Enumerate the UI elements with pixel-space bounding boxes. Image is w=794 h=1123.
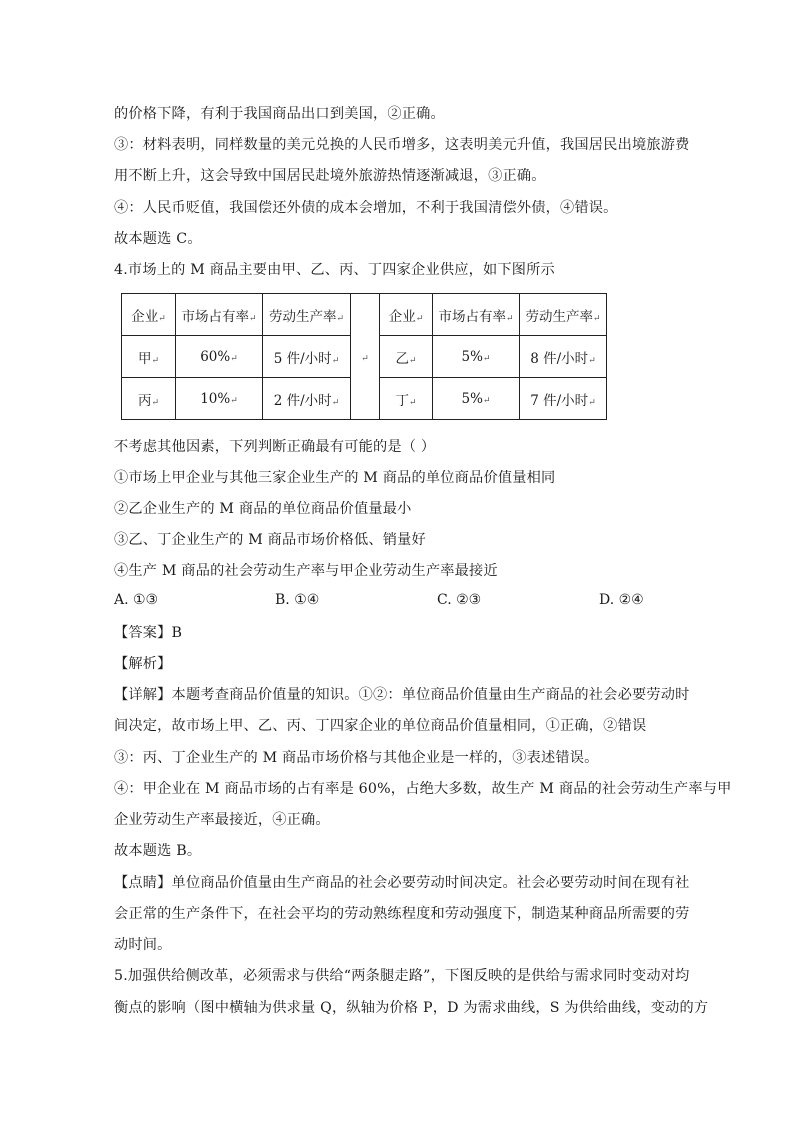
- text-line: 【点睛】单位商品价值量由生产商品的社会必要劳动时间决定。社会必要劳动时间在现有社: [114, 875, 690, 891]
- paragraph-mark: ↵: [151, 355, 160, 366]
- statement-2: ②乙企业生产的 M 商品的单位商品价值量最小: [114, 501, 412, 517]
- paragraph-mark: ↵: [248, 313, 257, 324]
- table-row: [122, 294, 607, 336]
- table-header-cell: 市场占有率: [181, 308, 249, 325]
- paragraph-mark: ↵: [408, 355, 417, 366]
- text-line: ③：丙、丁企业生产的 M 商品市场价格与其他企业是一样的，③表述错误。: [114, 750, 599, 766]
- option-b: B. ①④: [275, 592, 320, 608]
- text-line: 企业劳动生产率最接近，④正确。: [114, 812, 330, 828]
- text-line: 的价格下降，有利于我国商品出口到美国，②正确。: [114, 106, 445, 122]
- paragraph-mark: ↵: [588, 397, 596, 408]
- paragraph-mark: ↵: [336, 313, 345, 324]
- table-cell: 丁: [395, 392, 409, 409]
- text-line: 故本题选 B。: [114, 843, 202, 859]
- paragraph-mark: ↵: [331, 397, 340, 408]
- text-line: 会正常的生产条件下，在社会平均的劳动熟练程度和劳动强度下，制造某种商品所需要的劳: [114, 906, 690, 922]
- paragraph-mark: ↵: [482, 353, 491, 364]
- table-cell: 10%: [200, 390, 231, 407]
- text-line: 【详解】本题考查商品价值量的知识。①②：单位商品价值量由生产商品的社会必要劳动时: [114, 687, 690, 703]
- text-line: 间决定，故市场上甲、乙、丙、丁四家企业的单位商品价值量相同，①正确，②错误: [114, 718, 647, 734]
- table-cell: 5%: [461, 390, 483, 407]
- answer-options: [114, 592, 674, 612]
- table-header-cell: 企业: [388, 308, 416, 325]
- question-4-stem: 4.市场上的 M 商品主要由甲、乙、丙、丁四家企业供应，如下图所示: [114, 262, 555, 278]
- analysis-heading: 【解析】: [114, 656, 172, 672]
- table-cell: 60%: [200, 348, 231, 365]
- statement-1: ①市场上甲企业与其他三家企业生产的 M 商品的单位商品价值量相同: [114, 470, 556, 486]
- paragraph-mark: ↵: [408, 397, 417, 408]
- paragraph-mark: ↵: [230, 395, 238, 406]
- table-cell: 5%: [461, 348, 483, 365]
- paragraph-mark: ↵: [588, 355, 596, 366]
- paragraph-mark: ↵: [151, 397, 160, 408]
- paragraph-mark: ↵: [592, 313, 601, 324]
- text-line: 衡点的影响（图中横轴为供求量 Q，纵轴为价格 P，D 为需求曲线，S 为供给曲线，变动的方: [114, 1000, 709, 1016]
- text-line: 不考虑其他因素，下列判断正确最有可能的是（ ）: [114, 439, 436, 455]
- text-line: ④：甲企业在 M 商品市场的占有率是 60%，占绝大多数，故生产 M 商品的社会劳动生产率与甲: [114, 781, 732, 797]
- table-header-cell: 劳动生产率: [525, 308, 593, 325]
- paragraph-mark: ↵: [230, 353, 238, 364]
- paragraph-mark: ↵: [361, 353, 369, 364]
- answer-line: 【答案】B: [114, 625, 183, 641]
- text-line: 用不断上升，这会导致中国居民赴境外旅游热情逐渐减退，③正确。: [114, 168, 546, 184]
- enterprise-table: [121, 293, 607, 420]
- table-cell: 5 件/小时: [273, 350, 332, 367]
- option-d: D. ②④: [599, 592, 644, 608]
- table-cell: 丙: [137, 392, 152, 409]
- text-line: 动时间。: [114, 937, 172, 953]
- statement-4: ④生产 M 商品的社会劳动生产率与甲企业劳动生产率最接近: [114, 563, 498, 579]
- paragraph-mark: ↵: [505, 313, 514, 324]
- question-5-stem: 5.加强供给侧改革，必须需求与供给“两条腿走路”，下图反映的是供给与需求同时变动对均: [114, 968, 690, 984]
- table-header-cell: 劳动生产率: [268, 308, 337, 325]
- table-cell: 8 件/小时: [530, 350, 589, 367]
- statement-3: ③乙、丁企业生产的 M 商品市场价格低、销量好: [114, 532, 426, 548]
- option-c: C. ②③: [437, 592, 482, 608]
- paragraph-mark: ↵: [415, 313, 424, 324]
- option-a: A. ①③: [114, 592, 159, 608]
- paragraph-mark: ↵: [331, 355, 340, 366]
- table-cell: 乙: [395, 350, 409, 367]
- text-line: 故本题选 C。: [114, 231, 202, 247]
- table-cell: 2 件/小时: [273, 392, 332, 409]
- text-line: ④：人民币贬值，我国偿还外债的成本会增加，不利于我国清偿外债，④错误。: [114, 200, 618, 216]
- paragraph-mark: ↵: [482, 395, 491, 406]
- text-line: ③：材料表明，同样数量的美元兑换的人民币增多，这表明美元升值，我国居民出境旅游费: [114, 137, 690, 153]
- table-cell: 7 件/小时: [530, 392, 589, 409]
- table-cell: 甲: [137, 350, 152, 367]
- table-header-cell: 企业: [131, 308, 159, 325]
- paragraph-mark: ↵: [158, 313, 166, 324]
- table-header-cell: 市场占有率: [438, 308, 506, 325]
